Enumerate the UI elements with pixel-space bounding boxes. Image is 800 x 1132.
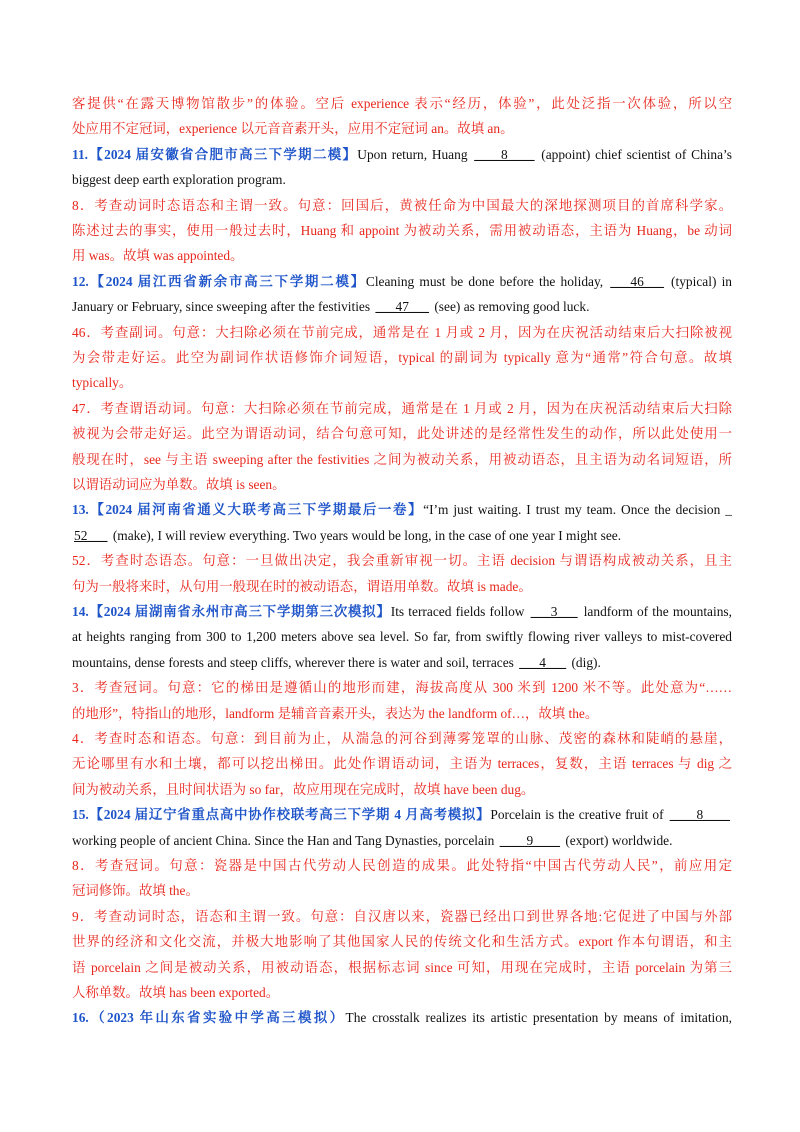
answer-explanation-text: 用 was。故填 was appointed。 — [72, 248, 244, 264]
question-text: working people of ancient China. Since the Han and Tang Dynasties, porcelain — [72, 832, 498, 848]
answer-explanation-text: 句为一般将来时，从句用一般现在时的被动语态，谓语用单数。故填 is made。 — [72, 578, 532, 594]
text-line — [72, 244, 732, 268]
question-text: (appoint) chief scientist of China’s — [536, 146, 732, 162]
answer-explanation-text: 般现在时，see 与主语 sweeping after the festivities 之间为被动关系，用被动语态，且主语为动名词短语，所 — [72, 451, 732, 467]
question-text: Its terraced fields follow — [390, 604, 529, 619]
answer-explanation-text: 被视为会带走好运。此空为谓语动词，结合句意可知，此处讲述的是经常性发生的动作，所以此处使用一 — [72, 426, 732, 442]
question-text: mountains, dense forests and steep cliffs, wherever there is water and soil, terraces — [72, 654, 518, 670]
answer-explanation-text: 客提供“在露天博物馆散步”的体验。空后 experience 表示“经历，体验”，此处泛指一次体验，所以空 — [72, 96, 732, 111]
question-source: 15.【2024 届辽宁省重点高中协作校联考高三下学期 4 月高考模拟】 — [72, 807, 491, 823]
text-line — [72, 702, 732, 726]
question-source: 12.【2024 届江西省新余市高三下学期二模】 — [72, 273, 366, 289]
answer-explanation-text: 4．考查时态和语态。句意：到目前为止，从湍急的河谷到薄雾笼罩的山脉、茂密的森林和陡峭的悬崖， — [72, 731, 732, 746]
answer-blank: ___46___ — [610, 273, 664, 289]
answer-explanation-text: 47．考查谓语动词。句意：大扫除必须在节前完成，通常是在 1 月或 2 月，因为在庆祝活动结束后大扫除 — [72, 400, 732, 416]
text-line — [72, 956, 732, 980]
answer-explanation-text: 的地形”，特指山的地形，landform 是辅音音素开头，表达为 the landform of…，故填 the。 — [72, 705, 599, 721]
text-line — [72, 371, 732, 395]
question-source: 16.（2023 年山东省实验中学高三模拟） — [72, 1010, 346, 1026]
answer-explanation-text: 46．考查副词。句意：大扫除必须在节前完成，通常是在 1 月或 2 月，因为在庆祝活动结束后大扫除被视 — [72, 324, 732, 340]
text-line — [72, 879, 732, 903]
text-line — [72, 422, 732, 446]
answer-blank: ___47___ — [375, 299, 429, 315]
question-text: Cleaning must be done before the holiday, — [365, 273, 609, 289]
text-line — [72, 549, 732, 573]
text-line — [72, 219, 732, 243]
text-line — [72, 295, 732, 319]
answer-explanation-text: 处应用不定冠词，experience 以元音音素开头，应用不定冠词 an。故填 an。 — [72, 121, 514, 137]
answer-explanation-text: 52．考查时态语态。句意：一旦做出决定，我会重新审视一切。主语 decision 与谓语构成被动关系，且主 — [72, 553, 732, 569]
question-text: (see) as removing good luck. — [431, 299, 590, 315]
answer-blank: ___4___ — [519, 654, 567, 670]
text-line — [72, 727, 732, 751]
text-line — [72, 829, 732, 853]
question-text: Porcelain is the creative fruit of — [490, 807, 668, 823]
answer-explanation-text: typically。 — [72, 375, 133, 391]
answer-explanation-text: 无论哪里有水和土壤，都可以挖出梯田。此处作谓语动词，主语为 terraces，复数，主语 terraces 与 dig 之 — [72, 756, 732, 772]
text-line — [72, 905, 732, 929]
answer-blank: ____8____ — [669, 807, 730, 823]
question-text: (make), I will review everything. Two years would be long, in the case of one year I might see. — [109, 527, 622, 543]
text-line — [72, 575, 732, 599]
text-line — [72, 1006, 732, 1030]
text-line — [72, 143, 732, 167]
question-text: (typical) in — [665, 273, 733, 289]
text-line — [72, 803, 732, 827]
answer-explanation-text: 3．考查冠词。句意：它的梯田是遵循山的地形而建，海拔高度从 300 米到 1200 米不等。此处意为“…… — [72, 680, 732, 696]
answer-explanation-text: 人称单数。故填 has been exported。 — [72, 985, 280, 1000]
text-line — [72, 117, 732, 141]
text-line — [72, 92, 732, 116]
answer-explanation-text: 间为被动关系，且时间状语为 so far，故应用现在完成时，故填 have been dug。 — [72, 781, 535, 797]
text-line — [72, 270, 732, 294]
text-line — [72, 651, 732, 675]
question-text: (dig). — [568, 654, 601, 670]
answer-explanation-text: 为会带走好运。此空为副词作状语修饰介词短语，typical 的副词为 typically 意为“通常”符合句意。故填 — [72, 350, 732, 365]
text-line — [72, 778, 732, 802]
answer-explanation-text: 8．考查冠词。句意：瓷器是中国古代劳动人民创造的成果。此处特指“中国古代劳动人民”，前应用定 — [72, 858, 732, 873]
answer-explanation-text: 世界的经济和文化交流，并极大地影响了其他国家人民的传统文化和生活方式。export 作本句谓语，和主 — [72, 934, 732, 950]
text-line — [72, 676, 732, 700]
answer-explanation-text: 语 porcelain 之间是被动关系，用被动语态，根据标志词 since 可知，用现在完成时，主语 porcelain 为第三 — [72, 959, 732, 975]
text-line — [72, 600, 732, 624]
answer-blank: ____9____ — [499, 832, 560, 848]
text-line — [72, 524, 732, 548]
text-line — [72, 981, 732, 1005]
text-line — [72, 321, 732, 345]
text-line — [72, 168, 732, 192]
answer-blank: ___3___ — [530, 604, 578, 619]
question-source: 14.【2024 届湖南省永州市高三下学期第三次模拟】 — [72, 604, 391, 619]
text-line — [72, 346, 732, 370]
text-line — [72, 397, 732, 421]
question-text: January or February, since sweeping after the festivities — [72, 299, 374, 315]
question-source: 11.【2024 届安徽省合肥市高三下学期二模】 — [72, 146, 358, 162]
text-line — [72, 930, 732, 954]
question-text: landform of the mountains, — [579, 604, 732, 619]
question-text: biggest deep earth exploration program. — [72, 172, 286, 188]
answer-explanation-text: 9．考查动词时态，语态和主谓一致。句意：自汉唐以来，瓷器已经出口到世界各地:它促进了中国与外部 — [72, 908, 732, 924]
answer-explanation-text: 以谓语动词应为单数。故填 is seen。 — [72, 477, 286, 492]
answer-explanation-text: 8．考查动词时态语态和主谓一致。句意：回国后，黄被任命为中国最大的深地探测项目的首席科学家。 — [72, 197, 732, 213]
answer-explanation-text: 冠词修饰。故填 the。 — [72, 883, 199, 899]
text-line — [72, 625, 732, 649]
text-line — [72, 473, 732, 497]
question-text: (export) worldwide. — [561, 832, 673, 848]
question-text: The crosstalk realizes its artistic presentation by means of imitation, — [345, 1010, 732, 1026]
answer-blank: ____8____ — [474, 146, 535, 162]
text-line — [72, 448, 732, 472]
text-line — [72, 194, 732, 218]
text-line — [72, 854, 732, 878]
question-text: “I’m just waiting. I trust my team. Once the decision _ — [423, 502, 733, 518]
text-line — [72, 752, 732, 776]
answer-explanation-text: 陈述过去的事实，使用一般过去时，Huang 和 appoint 为被动关系，需用被动语态，主语为 Huang，be 动词 — [72, 223, 732, 238]
answer-blank: 52___ — [74, 527, 108, 543]
question-text: at heights ranging from 300 to 1,200 meters above sea level. So far, from swiftly flowing river valleys to mist-covered — [72, 629, 732, 645]
question-source: 13.【2024 届河南省通义大联考高三下学期最后一卷】 — [72, 502, 424, 518]
question-text: Upon return, Huang — [357, 146, 473, 162]
text-line — [72, 498, 732, 522]
